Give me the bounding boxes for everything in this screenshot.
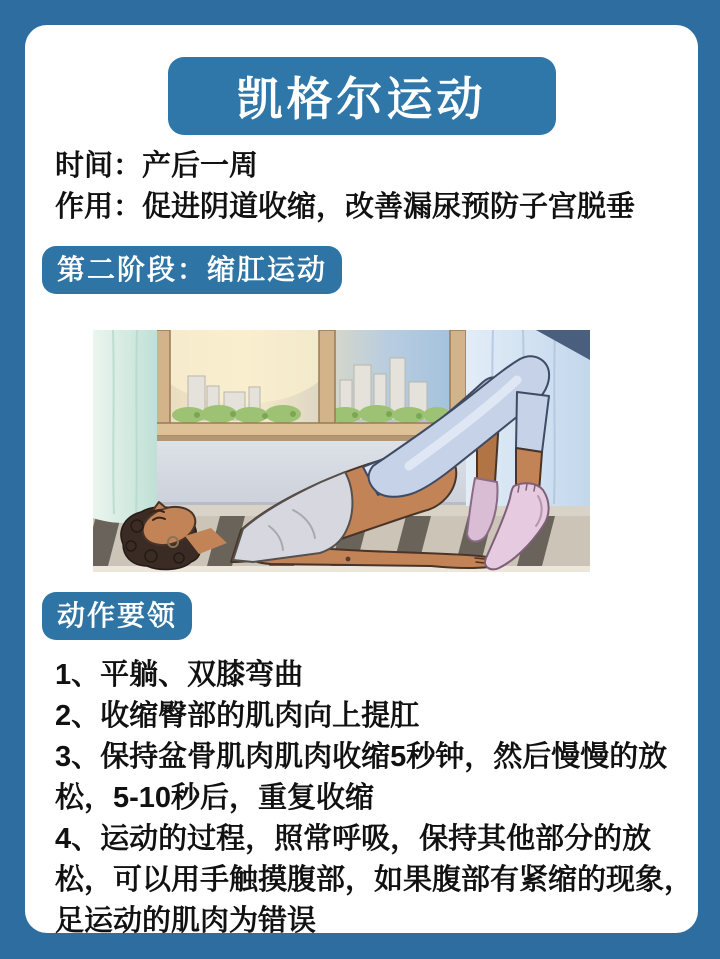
title-banner xyxy=(168,57,556,135)
key-point-item: 4、运动的过程，照常呼吸，保持其他部分的放松，可以用手触摸腹部，如果腹部有紧缩的现象，足运动的肌肉为错误 xyxy=(55,823,694,937)
bridge-pose-illustration xyxy=(93,330,590,572)
info-time-line: 时间：产后一周 xyxy=(55,150,259,182)
stage-badge-label: 第二阶段：缩肛运动 xyxy=(57,254,328,285)
bridge-pose-svg xyxy=(93,330,590,572)
page-title: 凯格尔运动 xyxy=(236,73,487,125)
info-block xyxy=(55,146,685,228)
key-point-item: 1、平躺、双膝弯曲 xyxy=(55,659,304,691)
key-points-badge xyxy=(42,592,192,640)
key-point-item: 2、收缩臀部的肌肉向上提肛 xyxy=(55,700,420,732)
key-point-item: 3、保持盆骨肌肉肌肉收缩5秒钟，然后慢慢的放松，5-10秒后，重复收缩 xyxy=(55,741,668,814)
key-points-badge-label: 动作要领 xyxy=(57,600,178,631)
info-effect-line: 作用：促进阴道收缩，改善漏尿预防子宫脱垂 xyxy=(55,191,636,223)
key-points-list xyxy=(55,655,695,942)
infographic-card xyxy=(25,25,698,937)
stage-badge xyxy=(42,246,342,294)
